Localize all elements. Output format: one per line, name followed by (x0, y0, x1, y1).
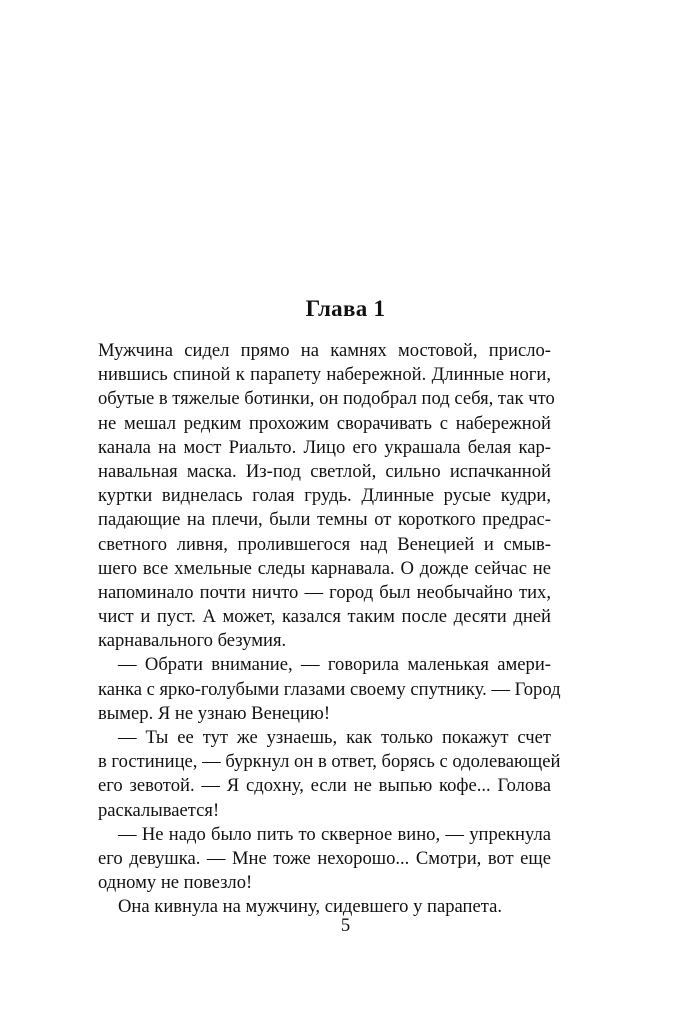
text-line: напоминало почти ничто — город был необычайно тих, (98, 581, 551, 603)
paragraph-1 (98, 339, 555, 653)
text-line: обутые в тяжелые ботинки, он подобрал под себя, так что (98, 388, 555, 410)
text-line: — Не надо было пить то скверное вино, — упрекнула (118, 823, 551, 845)
page-number: 5 (340, 915, 351, 936)
text-line: карнавального безумия. (98, 630, 287, 652)
text-line: канка с ярко-голубыми глазами своему спутнику. — Город (98, 678, 561, 700)
text-line: в гостинице, — буркнул он в ответ, борясь с одолевающей (98, 751, 561, 773)
text-line: падающие на плечи, были темны от короткого предрас- (98, 509, 551, 531)
text-line: вымер. Я не узнаю Венецию! (98, 702, 331, 724)
text-line: канала на мост Риальто. Лицо его украшала белая кар- (98, 436, 551, 458)
text-line: Мужчина сидел прямо на камнях мостовой, присло- (98, 340, 551, 361)
text-line: нившись спиной к парапету набережной. Длинные ноги, (98, 364, 551, 386)
paragraph-2 (98, 653, 561, 726)
paragraph-3 (98, 726, 561, 823)
text-line: не мешал редким прохожим сворачивать с набережной (98, 412, 551, 434)
text-line: шего все хмельные следы карнавала. О дожде сейчас не (98, 557, 551, 579)
text-line: — Ты ее тут же узнаешь, как только покажут счет (118, 727, 551, 748)
body-text (98, 339, 561, 920)
chapter-title: Глава 1 (305, 296, 386, 321)
paragraph-4 (98, 823, 551, 896)
text-line: светного ливня, пролившегося над Венецией и смыв- (98, 533, 551, 555)
text-line: Она кивнула на мужчину, сидевшего у парапета. (118, 896, 502, 918)
text-line: — Обрати внимание, — говорила маленькая амери- (118, 654, 551, 676)
text-line: его девушка. — Мне тоже нехорошо... Смотри, вот еще (98, 847, 551, 869)
text-line: раскалывается! (98, 799, 220, 821)
text-line: чист и пуст. А может, казался таким после десяти дней (98, 606, 551, 628)
text-line: куртки виднелась голая грудь. Длинные русые кудри, (98, 485, 551, 507)
text-line: навальная маска. Из-под светлой, сильно испачканной (98, 460, 551, 482)
text-line: одному не повезло! (98, 872, 253, 894)
text-line: его зевотой. — Я сдохну, если не выпью кофе... Голова (98, 775, 551, 797)
